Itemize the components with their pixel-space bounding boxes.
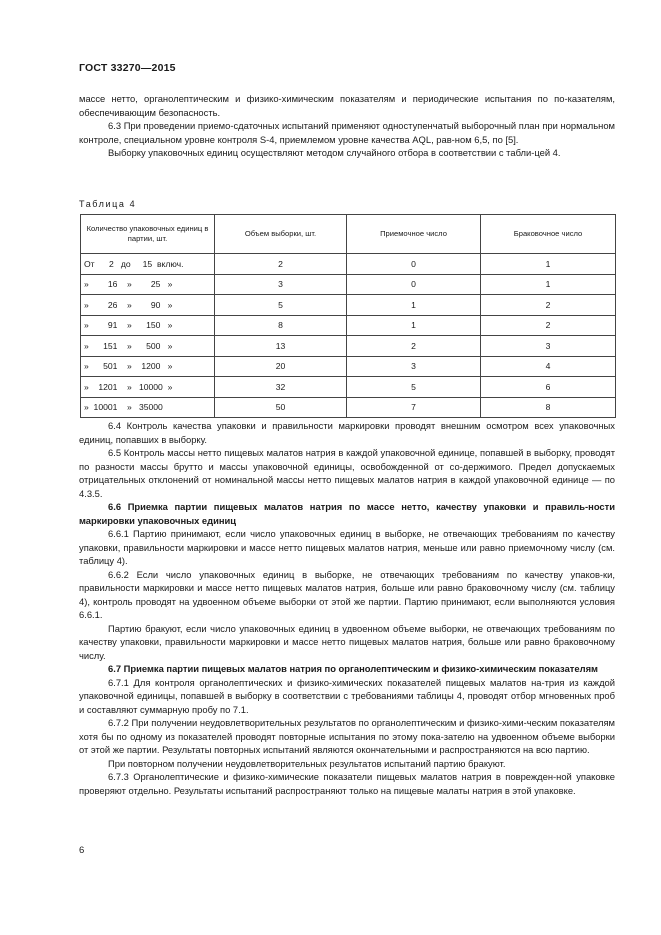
rejection-number-cell: 4	[481, 356, 616, 377]
section-heading: 6.7 Приемка партии пищевых малатов натрия по органолептическим и физико-химическим показателям	[108, 663, 598, 674]
body-text	[79, 419, 615, 797]
sample-size-cell: 3	[215, 274, 347, 295]
lot-size-cell: » 10001 » 35000	[81, 397, 215, 418]
acceptance-number-cell: 1	[347, 315, 481, 336]
acceptance-number-cell: 5	[347, 377, 481, 398]
intro-paragraph: 6.3 При проведении приемо-сдаточных испытаний применяют одноступенчатый выборочный план при нормальном контроле, специальном уровне контроля S-4, приемлемом уровне качества AQL, рав-ном 6,5, по [5].	[79, 120, 615, 145]
rejection-number-cell: 6	[481, 377, 616, 398]
table-header-row	[81, 215, 616, 254]
sample-size-cell: 20	[215, 356, 347, 377]
intro-paragraph: Выборку упаковочных единиц осуществляют методом случайного отбора в соответствии с табли-цей 4.	[108, 147, 561, 158]
rejection-number-cell: 1	[481, 274, 616, 295]
table-row	[81, 295, 616, 316]
body-paragraph: 6.7.2 При получении неудовлетворительных результатов по органолептическим и физико-хими-ческим показателям хотя бы по одному из показателей проводят повторные испытания по этому пока-зателю на удвоенном объеме выборки от этой же партии. Результаты повторных испытаний являются окончательными и распространяются на всю партию.	[79, 717, 615, 755]
lot-size-cell: » 501 » 1200 »	[81, 356, 215, 377]
lot-size-cell: » 1201 » 10000 »	[81, 377, 215, 398]
sample-size-cell: 2	[215, 254, 347, 275]
acceptance-number-cell: 1	[347, 295, 481, 316]
rejection-number-cell: 1	[481, 254, 616, 275]
rejection-number-cell: 8	[481, 397, 616, 418]
sampling-table	[80, 214, 616, 418]
acceptance-number-cell: 7	[347, 397, 481, 418]
document-header: ГОСТ 33270—2015	[79, 62, 176, 74]
lot-size-cell: » 91 » 150 »	[81, 315, 215, 336]
rejection-number-cell: 2	[481, 295, 616, 316]
body-paragraph: При повторном получении неудовлетворительных результатов испытаний партию бракуют.	[108, 757, 506, 769]
column-header-acceptance-number: Приемочное число	[347, 215, 481, 254]
page-number: 6	[79, 845, 85, 856]
table-row	[81, 315, 616, 336]
sample-size-cell: 32	[215, 377, 347, 398]
table-row	[81, 397, 616, 418]
rejection-number-cell: 3	[481, 336, 616, 357]
sample-size-cell: 5	[215, 295, 347, 316]
sample-size-cell: 8	[215, 315, 347, 336]
table-row	[81, 377, 616, 398]
table-row	[81, 356, 616, 377]
intro-text	[79, 92, 615, 160]
body-paragraph: 6.5 Контроль массы нетто пищевых малатов натрия в каждой упаковочной единице, попавшей в выборку, проводят по разности массы брутто и массы упаковочной единицы, освобожденной от со-держимого. Предел допускаемых отрицательных отклонений от номинальной массы нетто пищевых малатов натрия в каждой упаковочной единице — по 4.3.5.	[79, 447, 615, 499]
acceptance-number-cell: 2	[347, 336, 481, 357]
table-row	[81, 274, 616, 295]
lot-size-cell: От 2 до 15 включ.	[81, 254, 215, 275]
sample-size-cell: 50	[215, 397, 347, 418]
table-row	[81, 336, 616, 357]
column-header-rejection-number: Браковочное число	[481, 215, 616, 254]
body-paragraph: 6.6.1 Партию принимают, если число упаковочных единиц в выборке, не отвечающих требованиям по качеству упаковки, правильности маркировки и массе нетто пищевых малатов натрия, меньше или равно приемочному числу (см. таблицу 4).	[79, 528, 615, 566]
acceptance-number-cell: 0	[347, 274, 481, 295]
column-header-sample-size: Объем выборки, шт.	[215, 215, 347, 254]
lot-size-cell: » 16 » 25 »	[81, 274, 215, 295]
body-paragraph: 6.7.3 Органолептические и физико-химические показатели пищевых малатов натрия в поврежден-ной упаковке проверяют отдельно. Результаты испытаний распространяют только на пищевые малаты натрия в этой упаковке.	[79, 771, 615, 796]
table-caption: Таблица 4	[79, 199, 137, 209]
intro-paragraph: массе нетто, органолептическим и физико-химическим показателям и периодические испытания по по-казателям, обеспечивающим безопасность.	[79, 93, 615, 118]
section-heading: 6.6 Приемка партии пищевых малатов натрия по массе нетто, качеству упаковки и правиль-ности маркировки упаковочных единиц	[79, 501, 615, 526]
sample-size-cell: 13	[215, 336, 347, 357]
lot-size-cell: » 151 » 500 »	[81, 336, 215, 357]
lot-size-cell: » 26 » 90 »	[81, 295, 215, 316]
body-paragraph: 6.6.2 Если число упаковочных единиц в выборке, не отвечающих требованиям по качеству упаков-ки, правильности маркировки и массе нетто пищевых малатов натрия, больше или равно браковочному числу (см. таблицу 4), контроль проводят на удвоенном объеме выборки от этой же партии. Партию принимают, если выполняются условия 6.6.1.	[79, 568, 615, 620]
table-row	[81, 254, 616, 275]
body-paragraph: Партию бракуют, если число упаковочных единиц в удвоенном объеме выборки, не отвечающих требованиям по качеству упаковки, правильности маркировки и массе нетто пищевых малатов натрия, больше или равно браковочному числу.	[79, 622, 615, 661]
body-paragraph: 6.7.1 Для контроля органолептических и физико-химических показателей пищевых малатов на-трия из каждой упаковочной единицы, попавшей в выборку в соответствии с требованиями таблицы 4, проводят отбор мгновенных проб и составляют суммарную пробу по 7.1.	[79, 676, 615, 715]
column-header-lot-size: Количество упаковочных единиц в партии, шт.	[81, 215, 215, 254]
acceptance-number-cell: 0	[347, 254, 481, 275]
acceptance-number-cell: 3	[347, 356, 481, 377]
body-paragraph: 6.4 Контроль качества упаковки и правильности маркировки проводят внешним осмотром всех упаковочных единиц, попавших в выборку.	[79, 420, 615, 445]
rejection-number-cell: 2	[481, 315, 616, 336]
